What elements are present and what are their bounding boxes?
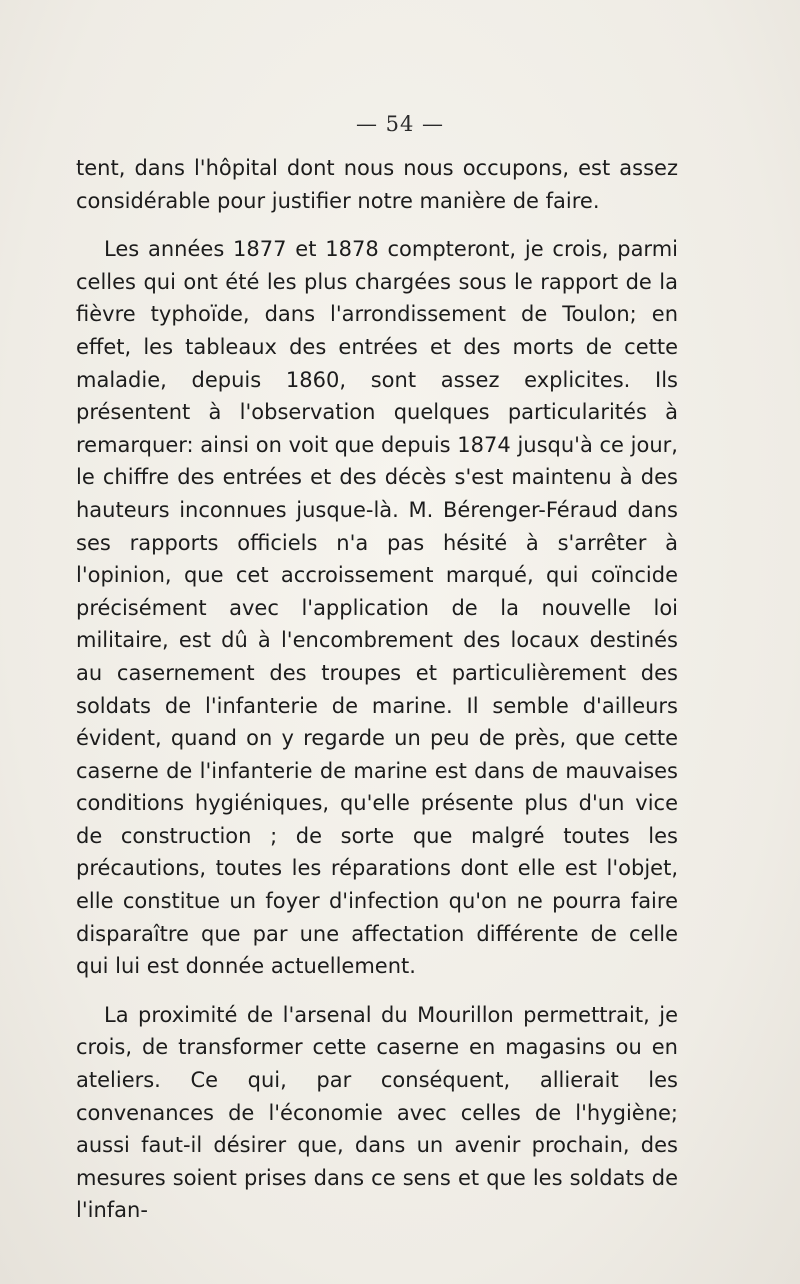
paragraph-typhoid-years: Les années 1877 et 1878 compteront, je crois, parmi celles qui ont été les plus chargées sous le rapport de la fièvre typhoïde, dans l'arrondissement de Toulon; en effet, les tableaux des entrées et des morts de cette maladie, depuis 1860, sont assez explicites. Ils présentent à l'observation quelques particularités à remarquer: ainsi on voit que depuis 1874 jusqu'à ce jour, le chiffre des entrées et des décès s'est maintenu à des hauteurs inconnues jusque-là. M. Bérenger-Féraud dans ses rapports officiels n'a pas hésité à s'arrêter à l'opinion, que cet accroissement marqué, qui coïncide précisément avec l'application de la nouvelle loi militaire, est dû à l'encombrement des locaux destinés au casernement des troupes et particulièrement des soldats de l'infanterie de marine. Il semble d'ailleurs évident, quand on y regarde un peu de près, que cette caserne de l'infanterie de marine est dans de mauvaises conditions hygiéniques, qu'elle présente plus d'un vice de construction ; de sorte que malgré toutes les précautions, toutes les réparations dont elle est l'objet, elle constitue un foyer d'infection qu'on ne pourra faire disparaître que par une affectation différente de celle qui lui est donnée actuellement.	[76, 237, 678, 979]
body-text	[76, 152, 678, 1227]
paragraph-continuation: tent, dans l'hôpital dont nous nous occupons, est assez considérable pour justifier notre manière de faire.	[76, 156, 678, 213]
page-number: — 54 —	[355, 112, 445, 136]
paragraph-arsenal-proximity: La proximité de l'arsenal du Mourillon permettrait, je crois, de transformer cette caserne en magasins ou en ateliers. Ce qui, par conséquent, allierait les convenances de l'économie avec celles de l'hygiène; aussi faut-il désirer que, dans un avenir prochain, des mesures soient prises dans ce sens et que les soldats de l'infan-	[76, 1002, 678, 1223]
